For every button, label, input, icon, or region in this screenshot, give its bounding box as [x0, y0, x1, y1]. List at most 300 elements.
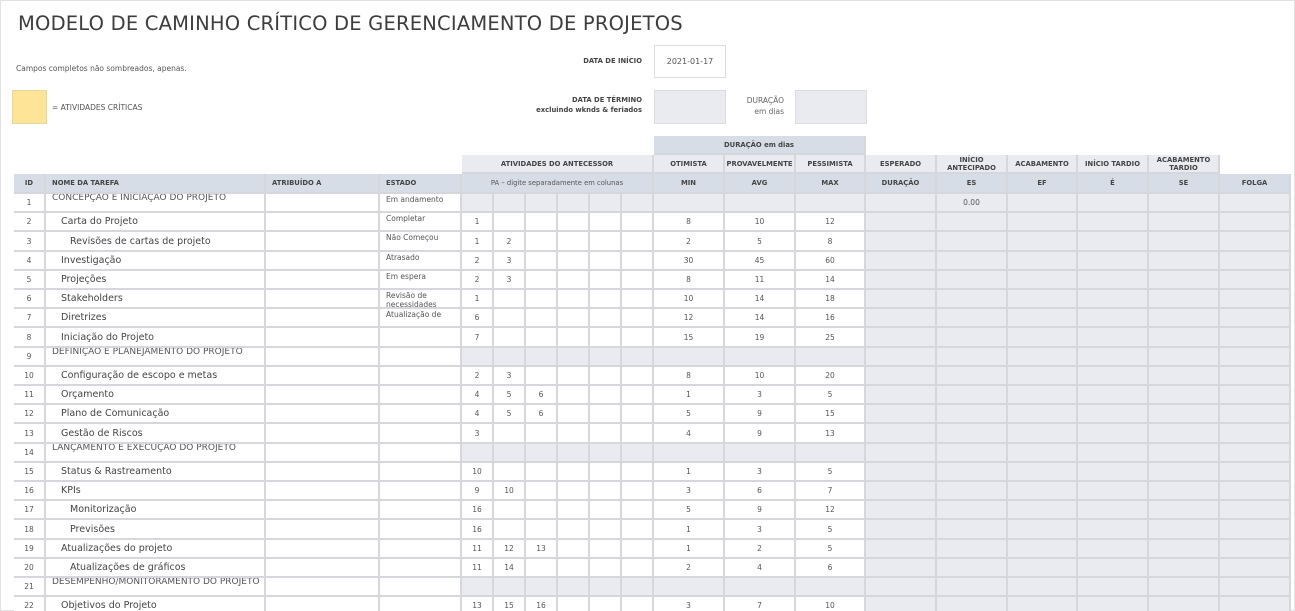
predecessor-cell[interactable]	[622, 559, 654, 578]
predecessor-cell[interactable]: 3	[494, 252, 526, 271]
max-cell[interactable]: 13	[796, 424, 866, 444]
predecessor-cell[interactable]	[494, 290, 526, 309]
status-cell[interactable]: Não Começou	[380, 232, 462, 252]
predecessor-cell[interactable]	[558, 328, 590, 348]
predecessor-cell[interactable]	[494, 328, 526, 348]
min-cell[interactable]: 2	[654, 559, 725, 578]
status-cell[interactable]	[380, 559, 462, 578]
avg-cell[interactable]	[725, 578, 796, 597]
min-cell[interactable]: 2	[654, 232, 725, 252]
min-cell[interactable]: 5	[654, 501, 725, 520]
avg-cell[interactable]: 3	[725, 386, 796, 405]
assigned-to-cell[interactable]	[266, 386, 380, 405]
predecessor-cell[interactable]	[590, 597, 622, 611]
phase-name[interactable]: LANÇAMENTO E EXECUÇÃO DO PROJETO	[46, 444, 266, 463]
row-id: 20	[14, 559, 46, 578]
ls-cell	[1078, 501, 1149, 520]
expected-duration-cell	[866, 271, 937, 290]
predecessor-cell[interactable]	[590, 232, 622, 252]
avg-cell[interactable]	[725, 194, 796, 213]
predecessor-cell[interactable]	[622, 386, 654, 405]
assigned-to-cell[interactable]	[266, 597, 380, 611]
predecessor-cell[interactable]	[622, 232, 654, 252]
end-date-field	[654, 90, 726, 124]
task-name[interactable]: Plano de Comunicação	[46, 405, 266, 424]
predecessor-cell[interactable]: 6	[526, 405, 558, 424]
predecessor-cell[interactable]	[558, 540, 590, 559]
predecessor-cell[interactable]: 16	[526, 597, 558, 611]
predecessor-cell[interactable]	[622, 597, 654, 611]
assigned-to-cell[interactable]	[266, 578, 380, 597]
late-finish-header: ACABAMENTO TARDIO	[1149, 155, 1220, 174]
assigned-to-cell[interactable]	[266, 252, 380, 271]
predecessor-cell[interactable]	[590, 348, 622, 367]
min-cell[interactable]: 12	[654, 309, 725, 328]
predecessor-cell[interactable]	[590, 328, 622, 348]
avg-cell[interactable]: 3	[725, 520, 796, 540]
status-cell[interactable]	[380, 405, 462, 424]
task-name[interactable]: Atualizações de gráficos	[46, 559, 266, 578]
predecessor-cell[interactable]	[494, 213, 526, 232]
predecessor-cell[interactable]: 2	[494, 232, 526, 252]
min-cell[interactable]: 8	[654, 367, 725, 386]
max-cell[interactable]: 12	[796, 213, 866, 232]
assigned-to-cell[interactable]	[266, 232, 380, 252]
task-name[interactable]: Previsões	[46, 520, 266, 540]
max-cell[interactable]: 18	[796, 290, 866, 309]
assigned-to-cell[interactable]	[266, 405, 380, 424]
predecessor-cell[interactable]: 6	[526, 386, 558, 405]
predecessor-cell[interactable]: 2	[462, 367, 494, 386]
status-cell[interactable]	[380, 540, 462, 559]
predecessor-cell[interactable]	[590, 386, 622, 405]
predecessor-cell[interactable]	[462, 578, 494, 597]
predecessor-cell[interactable]	[526, 578, 558, 597]
avg-cell[interactable]: 5	[725, 232, 796, 252]
max-cell[interactable]: 5	[796, 463, 866, 482]
min-cell[interactable]	[654, 348, 725, 367]
predecessor-cell[interactable]	[558, 232, 590, 252]
predecessor-cell[interactable]: 12	[494, 540, 526, 559]
status-cell[interactable]: Em andamento	[380, 194, 462, 213]
predecessor-cell[interactable]	[494, 444, 526, 463]
task-name[interactable]: Status & Rastreamento	[46, 463, 266, 482]
predecessor-cell[interactable]: 2	[462, 252, 494, 271]
predecessor-cell[interactable]	[590, 405, 622, 424]
avg-cell[interactable]: 9	[725, 405, 796, 424]
es-cell	[937, 271, 1008, 290]
predecessor-cell[interactable]	[558, 424, 590, 444]
predecessor-cell[interactable]	[494, 463, 526, 482]
task-name[interactable]: KPIs	[46, 482, 266, 501]
predecessor-cell[interactable]	[622, 578, 654, 597]
predecessor-cell[interactable]	[590, 540, 622, 559]
status-cell[interactable]: Revisão de necessidades	[380, 290, 462, 309]
predecessor-cell[interactable]	[526, 559, 558, 578]
min-cell[interactable]: 8	[654, 271, 725, 290]
task-name[interactable]: Iniciação do Projeto	[46, 328, 266, 348]
status-cell[interactable]: Completar	[380, 213, 462, 232]
assigned-to-cell[interactable]	[266, 424, 380, 444]
predecessor-cell[interactable]	[622, 348, 654, 367]
task-name[interactable]: Objetivos do Projeto	[46, 597, 266, 611]
status-cell[interactable]	[380, 386, 462, 405]
lf-cell	[1149, 194, 1220, 213]
predecessor-cell[interactable]: 3	[494, 367, 526, 386]
min-cell[interactable]: 3	[654, 597, 725, 611]
status-cell[interactable]: Atualização de	[380, 309, 462, 328]
max-cell[interactable]	[796, 444, 866, 463]
predecessor-cell[interactable]	[622, 520, 654, 540]
max-cell[interactable]: 14	[796, 271, 866, 290]
min-cell[interactable]: 5	[654, 405, 725, 424]
max-cell[interactable]: 25	[796, 328, 866, 348]
predecessor-cell[interactable]	[590, 309, 622, 328]
predecessor-cell[interactable]	[622, 290, 654, 309]
assigned-to-cell[interactable]	[266, 463, 380, 482]
max-cell[interactable]: 15	[796, 405, 866, 424]
predecessor-cell[interactable]	[590, 463, 622, 482]
expected-duration-cell	[866, 213, 937, 232]
phase-name[interactable]: CONCEPÇÃO E INICIAÇÃO DO PROJETO	[46, 194, 266, 213]
predecessor-cell[interactable]	[526, 309, 558, 328]
slack-cell	[1220, 348, 1291, 367]
avg-cell[interactable]: 3	[725, 463, 796, 482]
min-cell[interactable]: 4	[654, 424, 725, 444]
slack-cell	[1220, 501, 1291, 520]
max-cell[interactable]: 60	[796, 252, 866, 271]
predecessor-cell[interactable]	[590, 482, 622, 501]
predecessor-cell[interactable]	[558, 309, 590, 328]
assigned-to-cell[interactable]	[266, 309, 380, 328]
status-cell[interactable]	[380, 520, 462, 540]
assigned-to-cell[interactable]	[266, 559, 380, 578]
predecessor-cell[interactable]: 6	[462, 309, 494, 328]
predecessor-cell[interactable]: 3	[494, 271, 526, 290]
predecessor-cell[interactable]	[526, 232, 558, 252]
avg-cell[interactable]: 10	[725, 213, 796, 232]
status-cell[interactable]	[380, 501, 462, 520]
predecessor-cell[interactable]: 13	[526, 540, 558, 559]
slack-cell	[1220, 271, 1291, 290]
ef-header: EF	[1008, 174, 1078, 194]
predecessor-cell[interactable]	[462, 348, 494, 367]
phase-name[interactable]: DEFINIÇÃO E PLANEJAMENTO DO PROJETO	[46, 348, 266, 367]
ef-cell	[1008, 367, 1078, 386]
predecessor-cell[interactable]	[526, 463, 558, 482]
es-cell	[937, 405, 1008, 424]
predecessor-cell[interactable]: 4	[462, 405, 494, 424]
predecessor-cell[interactable]	[494, 348, 526, 367]
predecessor-cell[interactable]	[622, 501, 654, 520]
assigned-to-cell[interactable]	[266, 367, 380, 386]
predecessor-cell[interactable]: 2	[462, 271, 494, 290]
status-cell[interactable]: Atrasado	[380, 252, 462, 271]
assigned-to-cell[interactable]	[266, 290, 380, 309]
ls-cell	[1078, 597, 1149, 611]
es-cell	[937, 252, 1008, 271]
predecessor-cell[interactable]: 1	[462, 213, 494, 232]
predecessor-cell[interactable]	[622, 271, 654, 290]
predecessor-cell[interactable]: 5	[494, 405, 526, 424]
min-cell[interactable]: 1	[654, 540, 725, 559]
predecessor-cell[interactable]: 9	[462, 482, 494, 501]
predecessor-cell[interactable]: 14	[494, 559, 526, 578]
max-cell[interactable]: 16	[796, 309, 866, 328]
task-name[interactable]: Revisões de cartas de projeto	[46, 232, 266, 252]
early-finish-header: ACABAMENTO	[1008, 155, 1078, 174]
task-name[interactable]: Atualizações do projeto	[46, 540, 266, 559]
status-cell[interactable]	[380, 328, 462, 348]
max-cell[interactable]	[796, 578, 866, 597]
predecessor-cell[interactable]	[494, 309, 526, 328]
ls-cell	[1078, 213, 1149, 232]
assigned-to-cell[interactable]	[266, 194, 380, 213]
status-cell[interactable]: Em espera	[380, 271, 462, 290]
predecessor-cell[interactable]	[558, 386, 590, 405]
status-cell[interactable]	[380, 444, 462, 463]
predecessor-cell[interactable]	[526, 213, 558, 232]
predecessor-cell[interactable]: 3	[462, 424, 494, 444]
assigned-to-cell[interactable]	[266, 520, 380, 540]
predecessor-cell[interactable]	[558, 559, 590, 578]
assigned-to-cell[interactable]	[266, 482, 380, 501]
predecessor-cell[interactable]: 10	[462, 463, 494, 482]
predecessor-cell[interactable]	[526, 501, 558, 520]
predecessor-cell[interactable]	[558, 597, 590, 611]
assigned-to-cell[interactable]	[266, 501, 380, 520]
assigned-to-cell[interactable]	[266, 540, 380, 559]
assigned-to-cell[interactable]	[266, 348, 380, 367]
predecessor-cell[interactable]	[558, 290, 590, 309]
predecessor-cell[interactable]: 16	[462, 501, 494, 520]
predecessor-cell[interactable]	[526, 520, 558, 540]
predecessor-cell[interactable]	[494, 578, 526, 597]
predecessor-cell[interactable]	[622, 252, 654, 271]
max-cell[interactable]	[796, 348, 866, 367]
predecessor-cell[interactable]	[558, 213, 590, 232]
task-name[interactable]: Stakeholders	[46, 290, 266, 309]
predecessor-cell[interactable]	[622, 444, 654, 463]
min-cell[interactable]	[654, 578, 725, 597]
predecessor-cell[interactable]	[622, 328, 654, 348]
status-cell[interactable]	[380, 578, 462, 597]
predecessor-cell[interactable]	[590, 252, 622, 271]
predecessor-cell[interactable]	[526, 444, 558, 463]
predecessor-cell[interactable]	[558, 444, 590, 463]
predecessor-cell[interactable]	[526, 252, 558, 271]
predecessor-cell[interactable]	[590, 520, 622, 540]
predecessor-cell[interactable]	[494, 194, 526, 213]
min-cell[interactable]: 30	[654, 252, 725, 271]
predecessor-cell[interactable]	[622, 367, 654, 386]
status-cell[interactable]	[380, 482, 462, 501]
avg-cell[interactable]: 10	[725, 367, 796, 386]
predecessor-cell[interactable]	[590, 194, 622, 213]
predecessor-cell[interactable]: 1	[462, 290, 494, 309]
status-cell[interactable]	[380, 424, 462, 444]
predecessor-cell[interactable]: 4	[462, 386, 494, 405]
avg-cell[interactable]	[725, 444, 796, 463]
predecessor-cell[interactable]: 11	[462, 540, 494, 559]
assigned-to-cell[interactable]	[266, 328, 380, 348]
ls-cell	[1078, 463, 1149, 482]
predecessor-cell[interactable]	[590, 424, 622, 444]
predecessor-cell[interactable]	[558, 501, 590, 520]
predecessor-cell[interactable]	[590, 559, 622, 578]
task-name[interactable]: Diretrizes	[46, 309, 266, 328]
task-name[interactable]: Configuração de escopo e metas	[46, 367, 266, 386]
predecessor-cell[interactable]: 5	[494, 386, 526, 405]
task-name[interactable]: Projeções	[46, 271, 266, 290]
max-cell[interactable]: 12	[796, 501, 866, 520]
predecessor-cell[interactable]	[622, 405, 654, 424]
expected-duration-cell	[866, 424, 937, 444]
predecessor-cell[interactable]	[622, 194, 654, 213]
predecessor-cell[interactable]	[558, 252, 590, 271]
ls-cell	[1078, 540, 1149, 559]
predecessor-cell[interactable]	[590, 213, 622, 232]
end-date-label	[470, 95, 642, 115]
expected-duration-cell	[866, 367, 937, 386]
avg-cell[interactable]: 6	[725, 482, 796, 501]
min-cell[interactable]: 15	[654, 328, 725, 348]
predecessor-cell[interactable]	[558, 348, 590, 367]
avg-cell[interactable]: 2	[725, 540, 796, 559]
task-name[interactable]: Gestão de Riscos	[46, 424, 266, 444]
predecessor-cell[interactable]: 7	[462, 328, 494, 348]
predecessor-cell[interactable]	[462, 444, 494, 463]
task-name[interactable]: Carta do Projeto	[46, 213, 266, 232]
min-cell[interactable]: 3	[654, 482, 725, 501]
assigned-to-cell[interactable]	[266, 271, 380, 290]
phase-name[interactable]: DESEMPENHO/MONITORAMENTO DO PROJETO	[46, 578, 266, 597]
max-cell[interactable]: 5	[796, 520, 866, 540]
status-cell[interactable]	[380, 463, 462, 482]
predecessor-cell[interactable]	[558, 578, 590, 597]
predecessor-cell[interactable]: 11	[462, 559, 494, 578]
avg-cell[interactable]: 7	[725, 597, 796, 611]
predecessor-cell[interactable]	[622, 309, 654, 328]
predecessor-cell[interactable]	[622, 482, 654, 501]
expected-duration-cell	[866, 501, 937, 520]
row-id: 2	[14, 213, 46, 232]
predecessor-cell[interactable]	[558, 520, 590, 540]
lf-cell	[1149, 213, 1220, 232]
predecessor-cell[interactable]: 1	[462, 232, 494, 252]
predecessor-cell[interactable]	[526, 424, 558, 444]
task-name[interactable]: Orçamento	[46, 386, 266, 405]
predecessor-cell[interactable]	[494, 424, 526, 444]
ls-cell	[1078, 252, 1149, 271]
predecessor-cell[interactable]	[462, 194, 494, 213]
predecessor-cell[interactable]	[494, 520, 526, 540]
min-cell[interactable]: 1	[654, 463, 725, 482]
predecessor-cell[interactable]	[526, 367, 558, 386]
max-cell[interactable]: 20	[796, 367, 866, 386]
predecessor-cell[interactable]	[526, 271, 558, 290]
predecessor-cell[interactable]	[558, 405, 590, 424]
min-cell[interactable]	[654, 194, 725, 213]
predecessor-cell[interactable]: 13	[462, 597, 494, 611]
predecessor-cell[interactable]	[590, 501, 622, 520]
predecessor-cell[interactable]	[590, 367, 622, 386]
slack-cell	[1220, 213, 1291, 232]
predecessor-cell[interactable]	[558, 194, 590, 213]
slack-cell	[1220, 482, 1291, 501]
assigned-to-cell[interactable]	[266, 213, 380, 232]
predecessor-cell[interactable]	[622, 540, 654, 559]
min-cell[interactable]	[654, 444, 725, 463]
max-cell[interactable]: 5	[796, 540, 866, 559]
avg-cell[interactable]	[725, 348, 796, 367]
min-cell[interactable]: 10	[654, 290, 725, 309]
expected-duration-cell	[866, 290, 937, 309]
max-cell[interactable]: 6	[796, 559, 866, 578]
ef-cell	[1008, 194, 1078, 213]
max-cell[interactable]: 5	[796, 386, 866, 405]
avg-cell[interactable]: 9	[725, 501, 796, 520]
predecessor-cell[interactable]	[558, 271, 590, 290]
predecessor-cell[interactable]	[590, 271, 622, 290]
avg-cell[interactable]: 9	[725, 424, 796, 444]
predecessor-cell[interactable]	[622, 424, 654, 444]
predecessor-cell[interactable]	[526, 290, 558, 309]
lf-cell	[1149, 559, 1220, 578]
es-cell	[937, 540, 1008, 559]
avg-cell[interactable]: 11	[725, 271, 796, 290]
predecessor-cell[interactable]	[622, 463, 654, 482]
avg-cell[interactable]: 45	[725, 252, 796, 271]
avg-cell[interactable]: 14	[725, 309, 796, 328]
min-cell[interactable]: 1	[654, 520, 725, 540]
task-name[interactable]: Investigação	[46, 252, 266, 271]
predecessor-cell[interactable]	[622, 213, 654, 232]
avg-cell[interactable]: 4	[725, 559, 796, 578]
status-cell[interactable]	[380, 348, 462, 367]
predecessor-cell[interactable]: 10	[494, 482, 526, 501]
predecessor-cell[interactable]: 16	[462, 520, 494, 540]
status-cell[interactable]	[380, 597, 462, 611]
max-cell[interactable]: 8	[796, 232, 866, 252]
task-name[interactable]: Monitorização	[46, 501, 266, 520]
predecessor-cell[interactable]	[590, 290, 622, 309]
predecessor-cell[interactable]	[590, 578, 622, 597]
predecessor-cell[interactable]	[558, 463, 590, 482]
start-date-input[interactable]: 2021-01-17	[654, 45, 726, 78]
predecessor-cell[interactable]	[526, 194, 558, 213]
es-cell	[937, 578, 1008, 597]
avg-cell[interactable]: 19	[725, 328, 796, 348]
expected-duration-cell	[866, 194, 937, 213]
min-cell[interactable]: 8	[654, 213, 725, 232]
min-cell[interactable]: 1	[654, 386, 725, 405]
predecessor-cell[interactable]	[558, 367, 590, 386]
predecessor-cell[interactable]	[590, 444, 622, 463]
predecessor-cell[interactable]: 15	[494, 597, 526, 611]
predecessor-cell[interactable]	[526, 482, 558, 501]
max-cell[interactable]	[796, 194, 866, 213]
assigned-to-cell[interactable]	[266, 444, 380, 463]
predecessor-cell[interactable]	[526, 328, 558, 348]
status-cell[interactable]	[380, 367, 462, 386]
predecessor-cell[interactable]	[558, 482, 590, 501]
predecessor-cell[interactable]	[494, 501, 526, 520]
avg-cell[interactable]: 14	[725, 290, 796, 309]
max-cell[interactable]: 10	[796, 597, 866, 611]
predecessor-cell[interactable]	[526, 348, 558, 367]
max-cell[interactable]: 7	[796, 482, 866, 501]
